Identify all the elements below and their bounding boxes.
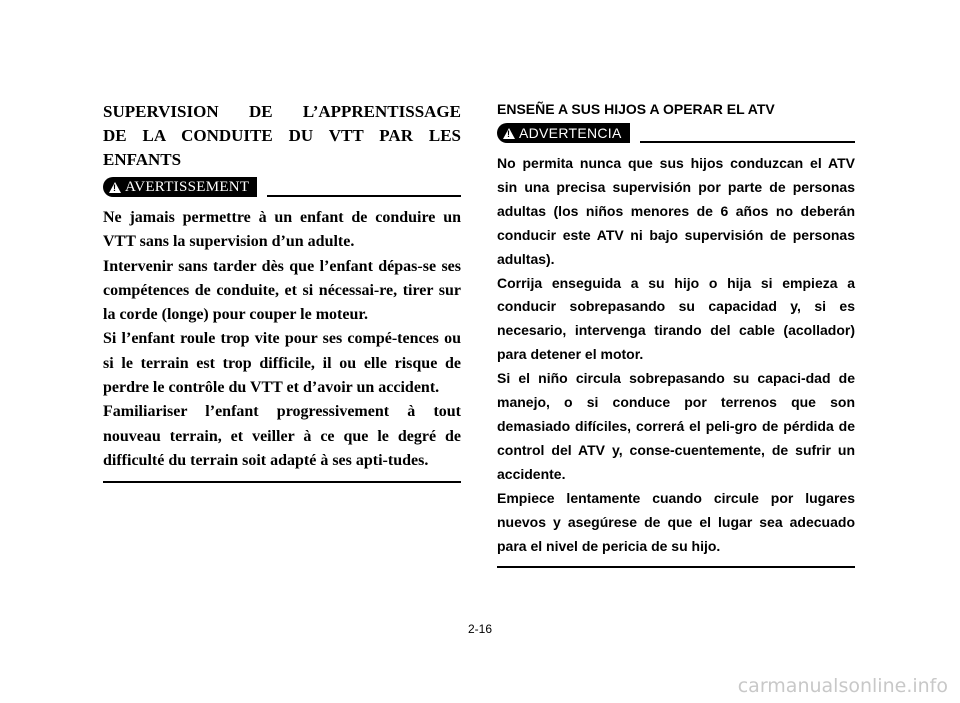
spanish-warning-label: ADVERTENCIA xyxy=(519,125,622,141)
french-paragraph-1: Ne jamais permettre à un enfant de conduire un VTT sans la supervision d’un adulte. xyxy=(103,209,461,251)
french-heading-line-1: SUPERVISION DE L’APPRENTISSAGE xyxy=(103,102,461,121)
spanish-paragraph-2: Corrija enseguida a su hijo o hija si empieza a conducir sobrepasando su capacidad y, si es necesario, intervenga tirando del cable (acollador) para detener el motor. xyxy=(497,274,855,363)
french-heading xyxy=(103,100,461,172)
french-warning-badge xyxy=(103,177,257,197)
spanish-end-rule xyxy=(497,566,855,568)
watermark: carmanualsonline.info xyxy=(737,675,948,697)
spanish-warning-badge xyxy=(497,123,630,143)
warning-triangle-icon xyxy=(503,128,515,139)
french-warning-banner xyxy=(103,176,461,198)
page-number: 2-16 xyxy=(467,622,493,636)
spanish-heading: ENSEÑE A SUS HIJOS A OPERAR EL ATV xyxy=(497,101,775,117)
spanish-warning-rule xyxy=(640,141,855,143)
spanish-section xyxy=(497,100,855,568)
french-paragraph-4: Familiariser l’enfant progressivement à tout nouveau terrain, et veiller à ce que le degré de difficulté du terrain soit adapté à ses apti-tudes. xyxy=(103,403,461,469)
french-warning-rule xyxy=(267,195,461,197)
spanish-paragraph-3: Si el niño circula sobrepasando su capaci-dad de manejo, o si conduce por terrenos que son demasiado difíciles, correrá el peli-gro de pérdida de control del ATV y, conse-cuentemente, de sufrir un accidente. xyxy=(497,370,855,482)
warning-triangle-icon xyxy=(109,182,121,193)
french-paragraph-3: Si l’enfant roule trop vite pour ses compé-tences ou si le terrain est trop difficile, il ou elle risque de perdre le contrôle du VTT et d’avoir un accident. xyxy=(103,330,461,397)
spanish-paragraph-1: No permita nunca que sus hijos conduzcan el ATV sin una precisa supervisión por parte de personas adultas (los niños menores de 6 años no deberán conducir este ATV ni bajo supervisión de personas adultas). xyxy=(497,155,855,267)
spanish-warning-banner xyxy=(497,122,855,144)
french-heading-line-3: ENFANTS xyxy=(103,150,182,169)
french-end-rule xyxy=(103,481,461,483)
spanish-paragraph-4: Empiece lentamente cuando circule por lugares nuevos y asegúrese de que el lugar sea adecuado para el nivel de pericia de su hijo. xyxy=(497,489,855,554)
french-paragraph-2: Intervenir sans tarder dès que l’enfant dépas-se ses compétences de conduite, et si nécessai-re, tirer sur la corde (longe) pour couper le moteur. xyxy=(103,257,461,324)
french-heading-line-2: DE LA CONDUITE DU VTT PAR LES xyxy=(103,126,461,145)
french-warning-label: AVERTISSEMENT xyxy=(125,178,250,195)
french-section xyxy=(103,100,461,483)
